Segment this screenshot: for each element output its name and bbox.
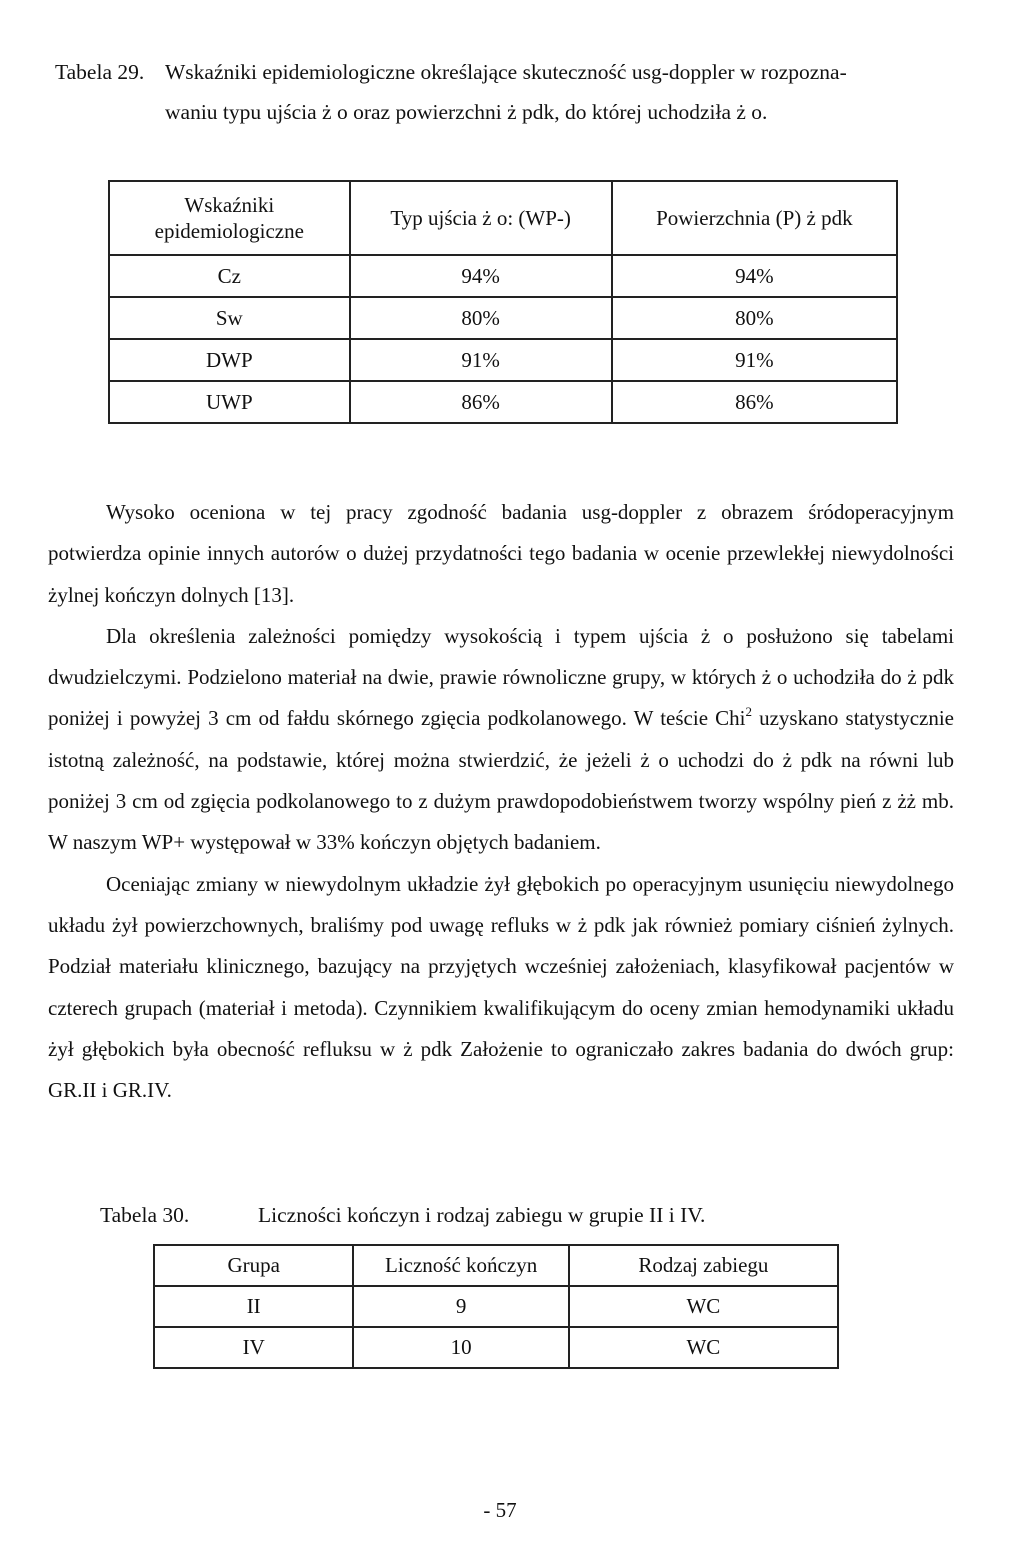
table-cell: 9 bbox=[353, 1286, 568, 1327]
table-29-caption-line1: Wskaźniki epidemiologiczne określające skuteczność usg-doppler w rozpozna- bbox=[165, 60, 847, 84]
table-cell: DWP bbox=[109, 339, 350, 381]
table-header-row bbox=[109, 181, 897, 255]
table-header-cell: Wskaźniki epidemiologiczne bbox=[109, 181, 350, 255]
table-row bbox=[109, 339, 897, 381]
table-cell: Cz bbox=[109, 255, 350, 297]
table-cell: 80% bbox=[612, 297, 897, 339]
table-header-cell: Grupa bbox=[154, 1245, 353, 1286]
paragraph: Wysoko oceniona w tej pracy zgodność badania usg-doppler z obrazem śródoperacyjnym potwierdza opinie innych autorów o dużej przydatności tego badania w ocenie przewlekłej niewydolności żylnej kończyn dolnych [13]. bbox=[48, 500, 954, 607]
page-number: - 57 bbox=[483, 1498, 517, 1522]
table-29-caption bbox=[55, 52, 995, 132]
table-row bbox=[109, 255, 897, 297]
table-row bbox=[109, 297, 897, 339]
paragraph: Oceniając zmiany w niewydolnym układzie żył głębokich po operacyjnym usunięciu niewydolnego układu żył powierzchownych, braliśmy pod uwagę refluks w ż pdk jak również pomiary ciśnień żylnych. Podział materiału klinicznego, bazujący na przyjętych wcześniej założeniach, klasyfikował pacjentów w czterech grupach (materiał i metoda). Czynnikiem kwalifikującym do oceny zmian hemodynamiki układu żył głębokich była obecność refluksu w ż pdk Założenie to ograniczało zakres badania do dwóch grup: GR.II i GR.IV. bbox=[48, 871, 954, 1103]
paragraph-text: uzyskano statystycznie istotną zależność, na podstawie, której można stwierdzić, że jeżeli ż o uchodzi do ż pdk na równi lub poniżej 3 cm od zgięcia podkolanowego to z dużym prawdopodobieństwem tworzy wspólny pień z żż mb. W naszym WP+ występował w 33% kończyn objętych badaniem. bbox=[48, 706, 954, 855]
table-header-row bbox=[154, 1245, 838, 1286]
table-30-label: Tabela 30. bbox=[100, 1203, 190, 1227]
table-cell: II bbox=[154, 1286, 353, 1327]
table-cell: UWP bbox=[109, 381, 350, 423]
table-cell: 94% bbox=[350, 255, 612, 297]
table-header-cell: Liczność kończyn bbox=[353, 1245, 568, 1286]
body-text bbox=[48, 492, 954, 1111]
table-row bbox=[109, 381, 897, 423]
table-cell: 80% bbox=[350, 297, 612, 339]
table-cell: 91% bbox=[350, 339, 612, 381]
table-30-caption bbox=[100, 1200, 900, 1230]
superscript: 2 bbox=[745, 704, 752, 720]
table-cell: 10 bbox=[353, 1327, 568, 1368]
table-cell: 91% bbox=[612, 339, 897, 381]
table-29-label: Tabela 29. bbox=[55, 60, 145, 84]
table-header-cell: Typ ujścia ż o: (WP-) bbox=[350, 181, 612, 255]
table-row bbox=[154, 1327, 838, 1368]
table-29-caption-line2: waniu typu ujścia ż o oraz powierzchni ż pdk, do której uchodziła ż o. bbox=[165, 100, 768, 124]
table-cell: Sw bbox=[109, 297, 350, 339]
table-30-caption-text: Liczności kończyn i rodzaj zabiegu w grupie II i IV. bbox=[258, 1203, 706, 1227]
table-header-cell: Rodzaj zabiegu bbox=[569, 1245, 838, 1286]
table-cell: IV bbox=[154, 1327, 353, 1368]
paragraph bbox=[48, 616, 954, 864]
table-header-cell: Powierzchnia (P) ż pdk bbox=[612, 181, 897, 255]
table-cell: 86% bbox=[612, 381, 897, 423]
table-29 bbox=[108, 180, 898, 424]
table-cell: 94% bbox=[612, 255, 897, 297]
table-30 bbox=[153, 1244, 839, 1369]
table-cell: 86% bbox=[350, 381, 612, 423]
paragraph-text: Dla określenia zależności pomiędzy wysokością i typem ujścia ż o posłużono się tabelami dwudzielczymi. Podzielono materiał na dwie, prawie równoliczne grupy, w których ż o uchodziła do ż pdk poniżej i powyżej 3 cm od fałdu skórnego zgięcia podkolanowego. W teście Chi bbox=[48, 623, 954, 731]
table-row bbox=[154, 1286, 838, 1327]
table-cell: WC bbox=[569, 1286, 838, 1327]
table-cell: WC bbox=[569, 1327, 838, 1368]
